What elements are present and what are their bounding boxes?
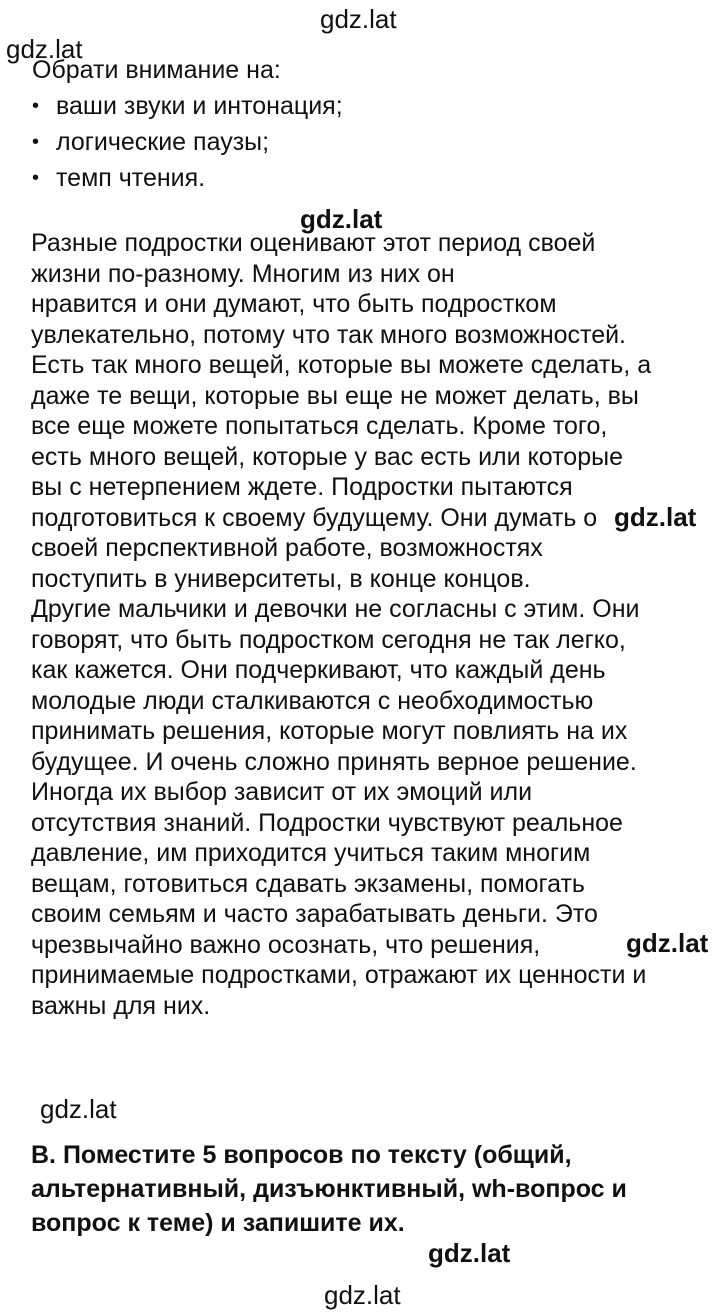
text-line: есть много вещей, которые у вас есть или которые — [31, 442, 623, 471]
text-line: молодые люди сталкиваются с необходимостью — [31, 686, 594, 715]
instructions-list — [32, 88, 343, 196]
text-line: даже те вещи, которые вы еще не может делать, вы — [31, 381, 639, 410]
bullet-icon: • — [32, 95, 40, 117]
instructions-heading: Обрати внимание на: — [32, 56, 281, 84]
text-line: увлекательно, потому что так много возможностей. — [31, 320, 627, 349]
watermark-right-middle: gdz.lat — [614, 502, 697, 532]
task-line: вопрос к теме) и запишите их. — [31, 1209, 405, 1237]
text-line: важны для них. — [31, 991, 211, 1020]
instructions-item — [32, 124, 343, 160]
task-line: альтернативный, дизъюнктивный, wh-вопрос и — [31, 1175, 627, 1203]
text-line: подготовиться к своему будущему. Они думать о — [31, 503, 598, 532]
watermark-top: gdz.lat — [320, 4, 397, 34]
watermark-after-task: gdz.lat — [428, 1238, 511, 1268]
reading-instructions — [32, 52, 343, 196]
text-line: поступить в университеты, в конце концов. — [31, 564, 531, 593]
watermark-bottom: gdz.lat — [324, 1280, 401, 1310]
task-b — [31, 1138, 627, 1240]
instructions-item-text: логические паузы; — [56, 128, 270, 156]
watermark-top-left: gdz.lat — [6, 34, 83, 64]
watermark-right-lower: gdz.lat — [626, 928, 709, 958]
text-line: чрезвычайно важно осознать, что решения, — [31, 930, 541, 959]
text-line: своим семьям и часто зарабатывать деньги. Это — [31, 900, 598, 928]
text-line: вещам, готовиться сдавать экзамены, помогать — [31, 869, 585, 898]
text-line: как кажется. Они подчеркивают, что каждый день — [31, 656, 606, 684]
text-line: жизни по-разному. Многим из них он — [31, 259, 455, 288]
bullet-icon: • — [32, 167, 40, 189]
text-line: принимаемые подростками, отражают их ценности и — [31, 961, 647, 989]
task-line: B. Поместите 5 вопросов по тексту (общий, — [31, 1141, 572, 1169]
text-line: все еще можете попытаться сделать. Кроме того, — [31, 412, 608, 440]
instructions-item-text: темп чтения. — [56, 164, 206, 192]
text-line: Разные подростки оценивают этот период своей — [31, 229, 596, 257]
text-line: принимать решения, которые могут повлиять на их — [31, 717, 628, 745]
instructions-item — [32, 88, 343, 124]
text-line: отсутствия знаний. Подростки чувствуют реальное — [31, 808, 623, 837]
main-text — [31, 228, 651, 1021]
text-line: Есть так много вещей, которые вы можете сделать, а — [31, 351, 652, 379]
text-line: давление, им приходится учиться таким многим — [31, 839, 591, 867]
text-line: Иногда их выбор зависит от их эмоций или — [31, 778, 533, 806]
watermark-upper-middle: gdz.lat — [300, 204, 383, 234]
text-line: своей перспективной работе, возможностях — [31, 534, 543, 562]
instructions-item-text: ваши звуки и интонация; — [56, 92, 343, 120]
text-line: говорят, что быть подростком сегодня не так легко, — [31, 625, 626, 654]
text-line: Другие мальчики и девочки не согласны с этим. Они — [31, 595, 640, 623]
text-line: будущее. И очень сложно принять верное решение. — [31, 747, 637, 776]
instructions-item — [32, 160, 343, 196]
text-line: вы с нетерпением ждете. Подростки пытаются — [31, 473, 573, 501]
text-line: нравится и они думают, что быть подростком — [31, 290, 557, 318]
bullet-icon: • — [32, 131, 40, 153]
watermark-lower-left: gdz.lat — [40, 1094, 117, 1124]
